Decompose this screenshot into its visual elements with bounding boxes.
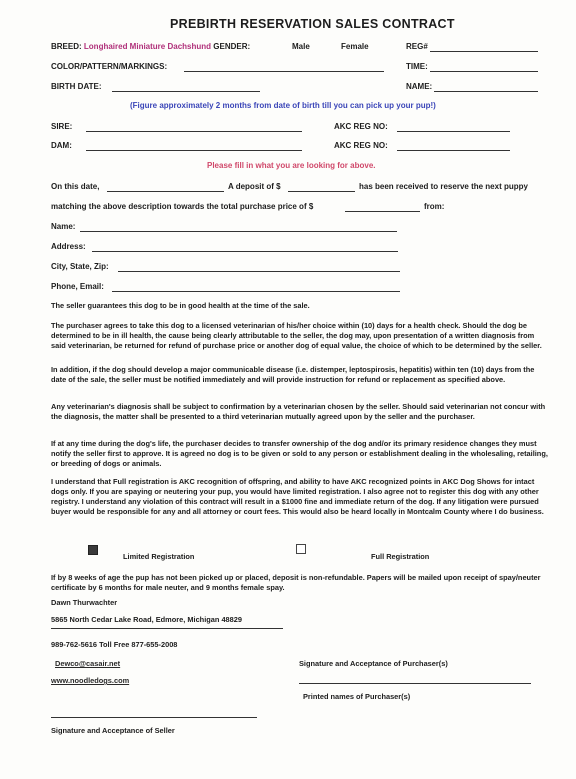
gender-female-option[interactable]: Female [341,42,369,51]
page-title: PREBIRTH RESERVATION SALES CONTRACT [170,17,455,31]
breed-value: Longhaired Miniature Dachshund [83,42,212,51]
full-registration-checkbox[interactable] [296,544,306,554]
vet-confirmation-paragraph: Any veterinarian's diagnosis shall be subject to confirmation by a veterinarian chosen by the seller. Should said veterinarian not concur with the diagnosis, the matter shall be presented to a third veterinarian mutually agreed upon by the seller and the purchaser. [51,402,546,421]
purchase-price-field[interactable] [345,211,420,212]
limited-registration-label: Limited Registration [123,552,195,561]
birth-date-field[interactable] [112,91,260,92]
breed-label: BREED: [51,42,82,51]
gender-label: GENDER: [213,42,251,51]
dam-akc-field[interactable] [397,150,510,151]
deposit-date-field[interactable] [107,191,224,192]
breed-row [51,42,250,51]
buyer-address-field[interactable] [92,251,398,252]
buyer-city-label: City, State, Zip: [51,262,109,271]
health-guarantee-text: The seller guarantees this dog to be in good health at the time of the sale. [51,301,310,310]
gender-male-option[interactable]: Male [292,42,310,51]
sire-label: SIRE: [51,122,73,131]
from-label: from: [424,202,445,211]
pup-name-field[interactable] [434,91,538,92]
limited-registration-checkbox[interactable] [88,545,98,555]
fill-note: Please fill in what you are looking for above. [207,161,376,170]
sire-akc-field[interactable] [397,131,510,132]
reg-field[interactable] [430,51,538,52]
sire-field[interactable] [86,131,302,132]
buyer-city-field[interactable] [118,271,400,272]
seller-signature-label: Signature and Acceptance of Seller [51,726,175,735]
deposit-amount-field[interactable] [288,191,355,192]
color-label: COLOR/PATTERN/MARKINGS: [51,62,168,71]
purchaser-signature-line[interactable] [299,683,531,684]
nonrefundable-deposit-note: If by 8 weeks of age the pup has not been picked up or placed, deposit is non-refundable. Papers will be mailed upon receipt of spay/neuter certificate by 6 months for male neuter, and 9 months female spay. [51,573,541,592]
ownership-transfer-paragraph: If at any time during the dog's life, the purchaser decides to transfer ownership of the dog and/or its primary residence changes they must notify the seller first to approve. It is agreed no dog is to be given or sold to any person or establishment dealing in the wholesaling, retailing, or breeding of dogs or animals. [51,439,548,468]
purchase-price-label: matching the above description towards the total purchase price of $ [51,202,314,211]
time-label: TIME: [406,62,428,71]
purchaser-signature-label: Signature and Acceptance of Purchaser(s) [299,659,448,668]
seller-email-link[interactable]: Dewco@casair.net [55,659,121,668]
seller-signature-line[interactable] [51,717,257,718]
registration-paragraph: I understand that Full registration is AKC recognition of offspring, and ability to have AKC recognized points in AKC Dog Shows for intact dogs only. If you are spaying or neutering your pup, you would have limited registration. I also agree not to register this dog with any other registry. I understand any violation of this contract will result in a $1000 fine and immediate return of the dog. If any litigation were pursued buyer would be responsible for any and all attorney or court fees. This would also be heard locally in Montcalm County where I do business. [51,477,544,516]
time-field[interactable] [430,71,538,72]
buyer-name-field[interactable] [80,231,397,232]
buyer-address-label: Address: [51,242,86,251]
reg-label: REG# [406,42,428,51]
dam-field[interactable] [86,150,302,151]
purchaser-printed-names-label: Printed names of Purchaser(s) [303,692,411,701]
buyer-phone-label: Phone, Email: [51,282,104,291]
birth-date-label: BIRTH DATE: [51,82,102,91]
seller-address-underline [51,628,283,629]
seller-address: 5865 North Cedar Lake Road, Edmore, Michigan 48829 [51,615,242,624]
color-field[interactable] [184,71,384,72]
name-label: NAME: [406,82,433,91]
sire-akc-label: AKC REG NO: [334,122,388,131]
full-registration-label: Full Registration [371,552,430,561]
deposit-amount-label: A deposit of $ [228,182,281,191]
pickup-note: (Figure approximately 2 months from date of birth till you can pick up your pup!) [130,101,436,110]
seller-phone: 989-762-5616 Toll Free 877-655-2008 [51,640,178,649]
seller-name: Dawn Thurwachter [51,598,118,607]
communicable-disease-paragraph: In addition, if the dog should develop a major communicable disease (i.e. distemper, leptospirosis, hepatitis) within ten (10) days from the date of the sale, the seller must be notified immediately and will provide instruction for refund or replacement as specified above. [51,365,535,384]
deposit-reserve-text: has been received to reserve the next puppy [359,182,528,191]
dam-akc-label: AKC REG NO: [334,141,388,150]
buyer-name-label: Name: [51,222,76,231]
buyer-phone-field[interactable] [112,291,400,292]
dam-label: DAM: [51,141,72,150]
deposit-date-label: On this date, [51,182,100,191]
seller-website-link[interactable]: www.noodledogs.com [51,676,130,685]
vet-check-paragraph: The purchaser agrees to take this dog to a licensed veterinarian of his/her choice within (10) days for a health check. Should the dog be determined to be in ill health, the cause being clearly attributable to the seller, the dog may, upon presentation of a written diagnosis from said veterinarian, be returned for refund of purchase price or another dog of equal value, the choice of which to be determined by the seller. [51,321,542,350]
